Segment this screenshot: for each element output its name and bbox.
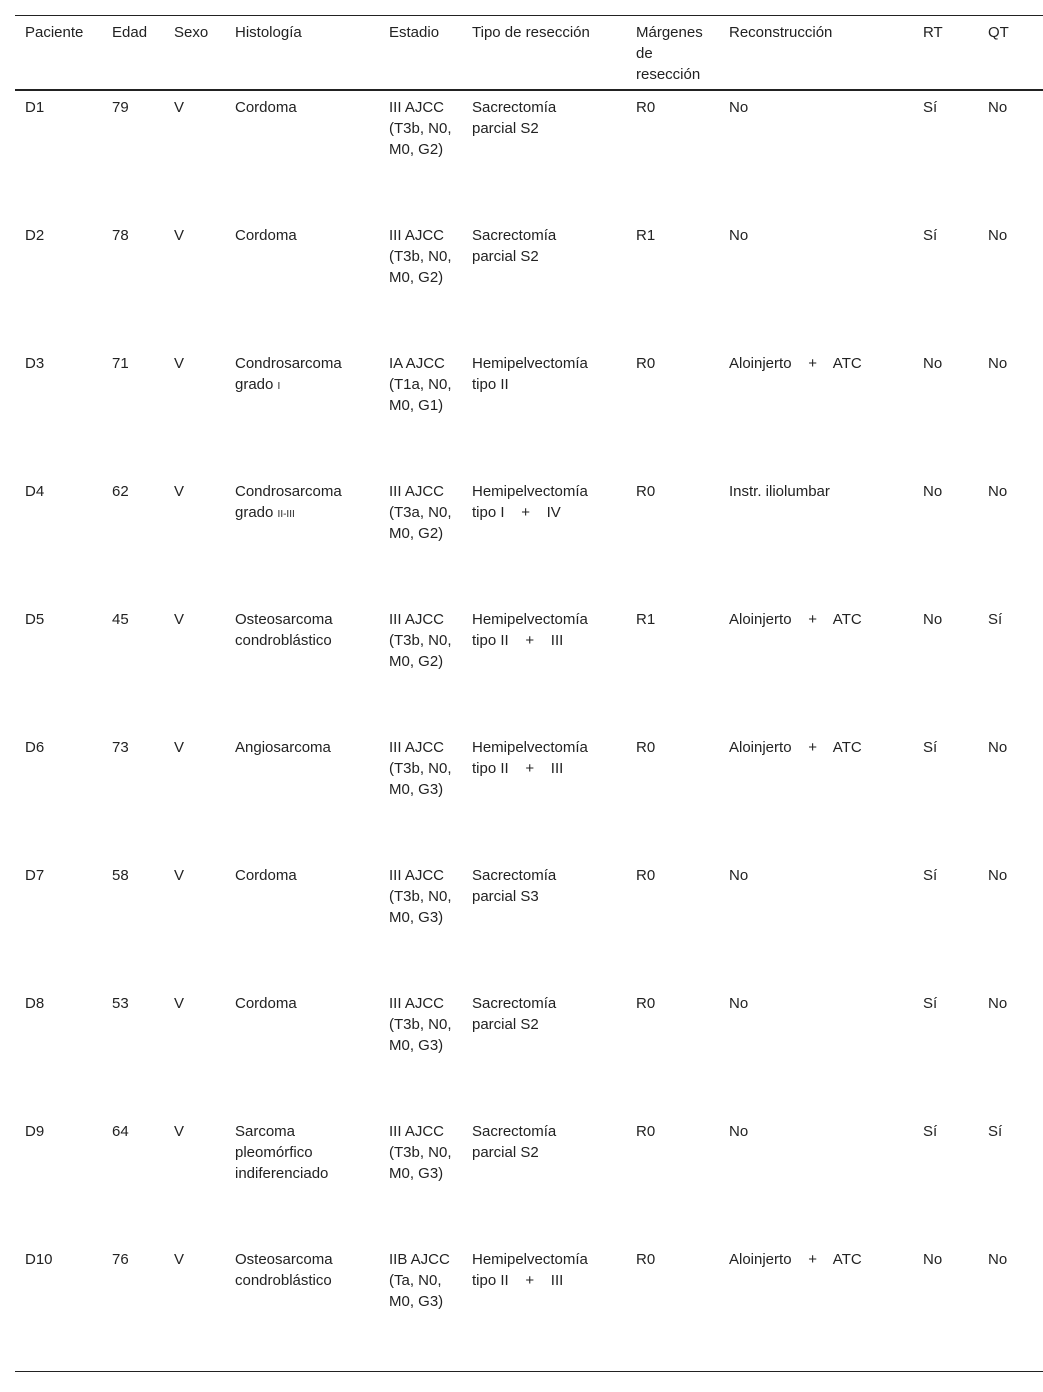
cell-estadio: III AJCC (T3b, N0, M0, G2)	[389, 99, 452, 158]
reseccion-line2: parcial S2	[472, 120, 539, 137]
cell-histologia	[225, 475, 379, 603]
table-row	[15, 219, 1043, 347]
cell-paciente: D2	[25, 227, 45, 244]
reseccion-line1: Sacrectomía	[472, 227, 557, 244]
cell-reconstruccion: Aloinjerto + ATC	[729, 611, 862, 628]
cell-estadio: III AJCC (T3b, N0, M0, G3)	[389, 995, 452, 1054]
cell-paciente: D8	[25, 995, 45, 1012]
table-row	[15, 475, 1043, 603]
reseccion-line2: parcial S2	[472, 1144, 539, 1161]
histologia-grado: II-III	[277, 509, 295, 520]
table-row	[15, 731, 1043, 859]
cell-reconstruccion: No	[729, 1123, 749, 1140]
cell-tipo-reseccion	[462, 1243, 626, 1372]
cell-sexo: V	[174, 867, 185, 884]
reseccion-line1: Sacrectomía	[472, 867, 557, 884]
cell-histologia	[225, 90, 379, 219]
cell-estadio: III AJCC (T3b, N0, M0, G2)	[389, 227, 452, 286]
histologia-text: Cordoma	[235, 995, 297, 1012]
histologia-text: Osteosarcoma condroblástico	[235, 1251, 333, 1289]
table-row	[15, 859, 1043, 987]
cell-edad: 45	[112, 611, 129, 628]
table-row	[15, 1243, 1043, 1372]
cell-tipo-reseccion	[462, 90, 626, 219]
table-header	[15, 16, 1043, 91]
cell-rt: No	[923, 611, 943, 628]
cell-reconstruccion: Aloinjerto + ATC	[729, 739, 862, 756]
cell-paciente: D3	[25, 355, 45, 372]
cell-reconstruccion: No	[729, 227, 749, 244]
cell-qt: No	[988, 867, 1008, 884]
cell-edad: 64	[112, 1123, 129, 1140]
cell-estadio: IA AJCC (T1a, N0, M0, G1)	[389, 355, 452, 414]
header-estadio: Estadio	[389, 24, 440, 41]
cell-tipo-reseccion	[462, 987, 626, 1115]
table-body	[15, 90, 1043, 1372]
header-tipo-reseccion: Tipo de resección	[472, 24, 590, 41]
cell-edad: 73	[112, 739, 129, 756]
cell-paciente: D4	[25, 483, 45, 500]
cell-sexo: V	[174, 355, 185, 372]
histologia-text: Osteosarcoma condroblástico	[235, 611, 333, 649]
cell-estadio: IIB AJCC (Ta, N0, M0, G3)	[389, 1251, 450, 1310]
cell-tipo-reseccion	[462, 859, 626, 987]
cell-estadio: III AJCC (T3b, N0, M0, G2)	[389, 611, 452, 670]
cell-margenes: R1	[636, 611, 656, 628]
cell-tipo-reseccion	[462, 603, 626, 731]
histologia-text: Cordoma	[235, 867, 297, 884]
cell-sexo: V	[174, 483, 185, 500]
cell-margenes: R0	[636, 99, 656, 116]
cell-sexo: V	[174, 739, 185, 756]
cell-qt: No	[988, 227, 1008, 244]
cell-histologia	[225, 603, 379, 731]
cell-reconstruccion: Aloinjerto + ATC	[729, 1251, 862, 1268]
cell-edad: 76	[112, 1251, 129, 1268]
cell-histologia	[225, 731, 379, 859]
cell-estadio: III AJCC (T3b, N0, M0, G3)	[389, 867, 452, 926]
reseccion-line1: Hemipelvectomía	[472, 611, 588, 628]
cell-qt: No	[988, 99, 1008, 116]
cell-histologia	[225, 859, 379, 987]
cell-rt: No	[923, 1251, 943, 1268]
reseccion-line2: tipo I + IV	[472, 504, 561, 521]
cell-paciente: D7	[25, 867, 45, 884]
cell-tipo-reseccion	[462, 347, 626, 475]
reseccion-line1: Hemipelvectomía	[472, 1251, 588, 1268]
reseccion-line1: Sacrectomía	[472, 995, 557, 1012]
cell-sexo: V	[174, 99, 185, 116]
histologia-text: Cordoma	[235, 227, 297, 244]
header-edad: Edad	[112, 24, 148, 41]
reseccion-line2: tipo II	[472, 376, 509, 393]
table-row	[15, 347, 1043, 475]
cell-histologia	[225, 347, 379, 475]
reseccion-line1: Sacrectomía	[472, 99, 557, 116]
cell-estadio: III AJCC (T3a, N0, M0, G2)	[389, 483, 452, 542]
cell-margenes: R0	[636, 1251, 656, 1268]
cell-qt: No	[988, 355, 1008, 372]
cell-qt: No	[988, 739, 1008, 756]
cell-tipo-reseccion	[462, 1115, 626, 1243]
header-qt: QT	[988, 24, 1009, 41]
cell-sexo: V	[174, 227, 185, 244]
cell-margenes: R0	[636, 483, 656, 500]
cell-edad: 62	[112, 483, 129, 500]
cell-histologia	[225, 219, 379, 347]
cell-paciente: D1	[25, 99, 45, 116]
cell-margenes: R0	[636, 867, 656, 884]
cell-rt: Sí	[923, 867, 938, 884]
cell-tipo-reseccion	[462, 219, 626, 347]
cell-rt: Sí	[923, 995, 938, 1012]
header-histologia: Histología	[235, 24, 302, 41]
cell-estadio: III AJCC (T3b, N0, M0, G3)	[389, 1123, 452, 1182]
cell-tipo-reseccion	[462, 731, 626, 859]
cell-margenes: R0	[636, 355, 656, 372]
table-row	[15, 603, 1043, 731]
cell-tipo-reseccion	[462, 475, 626, 603]
cell-rt: No	[923, 355, 943, 372]
cell-rt: No	[923, 483, 943, 500]
patients-table	[15, 15, 1043, 1372]
cell-sexo: V	[174, 1251, 185, 1268]
histologia-text: Condrosarcoma grado	[235, 483, 342, 521]
cell-reconstruccion: Aloinjerto + ATC	[729, 355, 862, 372]
histologia-text: Sarcoma pleomórfico indiferenciado	[235, 1123, 329, 1182]
header-reconstruccion: Reconstrucción	[729, 24, 833, 41]
cell-rt: Sí	[923, 739, 938, 756]
cell-paciente: D9	[25, 1123, 45, 1140]
patients-table-container	[15, 15, 1043, 1372]
cell-reconstruccion: No	[729, 99, 749, 116]
reseccion-line2: tipo II + III	[472, 1272, 564, 1289]
reseccion-line1: Hemipelvectomía	[472, 483, 588, 500]
reseccion-line1: Hemipelvectomía	[472, 739, 588, 756]
reseccion-line1: Hemipelvectomía	[472, 355, 588, 372]
cell-margenes: R1	[636, 227, 656, 244]
cell-margenes: R0	[636, 995, 656, 1012]
cell-reconstruccion: No	[729, 867, 749, 884]
cell-qt: No	[988, 1251, 1008, 1268]
reseccion-line1: Sacrectomía	[472, 1123, 557, 1140]
header-rt: RT	[923, 24, 943, 41]
cell-sexo: V	[174, 995, 185, 1012]
histologia-text: Angiosarcoma	[235, 739, 331, 756]
reseccion-line2: tipo II + III	[472, 760, 564, 777]
cell-edad: 53	[112, 995, 129, 1012]
cell-sexo: V	[174, 1123, 185, 1140]
header-row	[15, 16, 1043, 91]
reseccion-line2: parcial S2	[472, 1016, 539, 1033]
cell-edad: 79	[112, 99, 129, 116]
cell-qt: No	[988, 995, 1008, 1012]
cell-paciente: D5	[25, 611, 45, 628]
table-row	[15, 1115, 1043, 1243]
header-paciente: Paciente	[25, 24, 84, 41]
cell-qt: Sí	[988, 1123, 1003, 1140]
cell-margenes: R0	[636, 739, 656, 756]
cell-paciente: D10	[25, 1251, 53, 1268]
cell-rt: Sí	[923, 1123, 938, 1140]
cell-edad: 58	[112, 867, 129, 884]
cell-paciente: D6	[25, 739, 45, 756]
header-margenes: Márgenes de resección	[636, 24, 703, 83]
cell-rt: Sí	[923, 227, 938, 244]
table-row	[15, 90, 1043, 219]
cell-histologia	[225, 987, 379, 1115]
cell-reconstruccion: No	[729, 995, 749, 1012]
cell-edad: 78	[112, 227, 129, 244]
histologia-grado: I	[277, 381, 281, 392]
header-sexo: Sexo	[174, 24, 209, 41]
cell-sexo: V	[174, 611, 185, 628]
cell-estadio: III AJCC (T3b, N0, M0, G3)	[389, 739, 452, 798]
cell-rt: Sí	[923, 99, 938, 116]
cell-histologia	[225, 1243, 379, 1372]
reseccion-line2: parcial S3	[472, 888, 539, 905]
histologia-text: Condrosarcoma grado	[235, 355, 342, 393]
cell-qt: No	[988, 483, 1008, 500]
cell-edad: 71	[112, 355, 129, 372]
cell-qt: Sí	[988, 611, 1003, 628]
cell-reconstruccion: Instr. iliolumbar	[729, 483, 830, 500]
cell-margenes: R0	[636, 1123, 656, 1140]
cell-histologia	[225, 1115, 379, 1243]
reseccion-line2: parcial S2	[472, 248, 539, 265]
reseccion-line2: tipo II + III	[472, 632, 564, 649]
table-row	[15, 987, 1043, 1115]
histologia-text: Cordoma	[235, 99, 297, 116]
